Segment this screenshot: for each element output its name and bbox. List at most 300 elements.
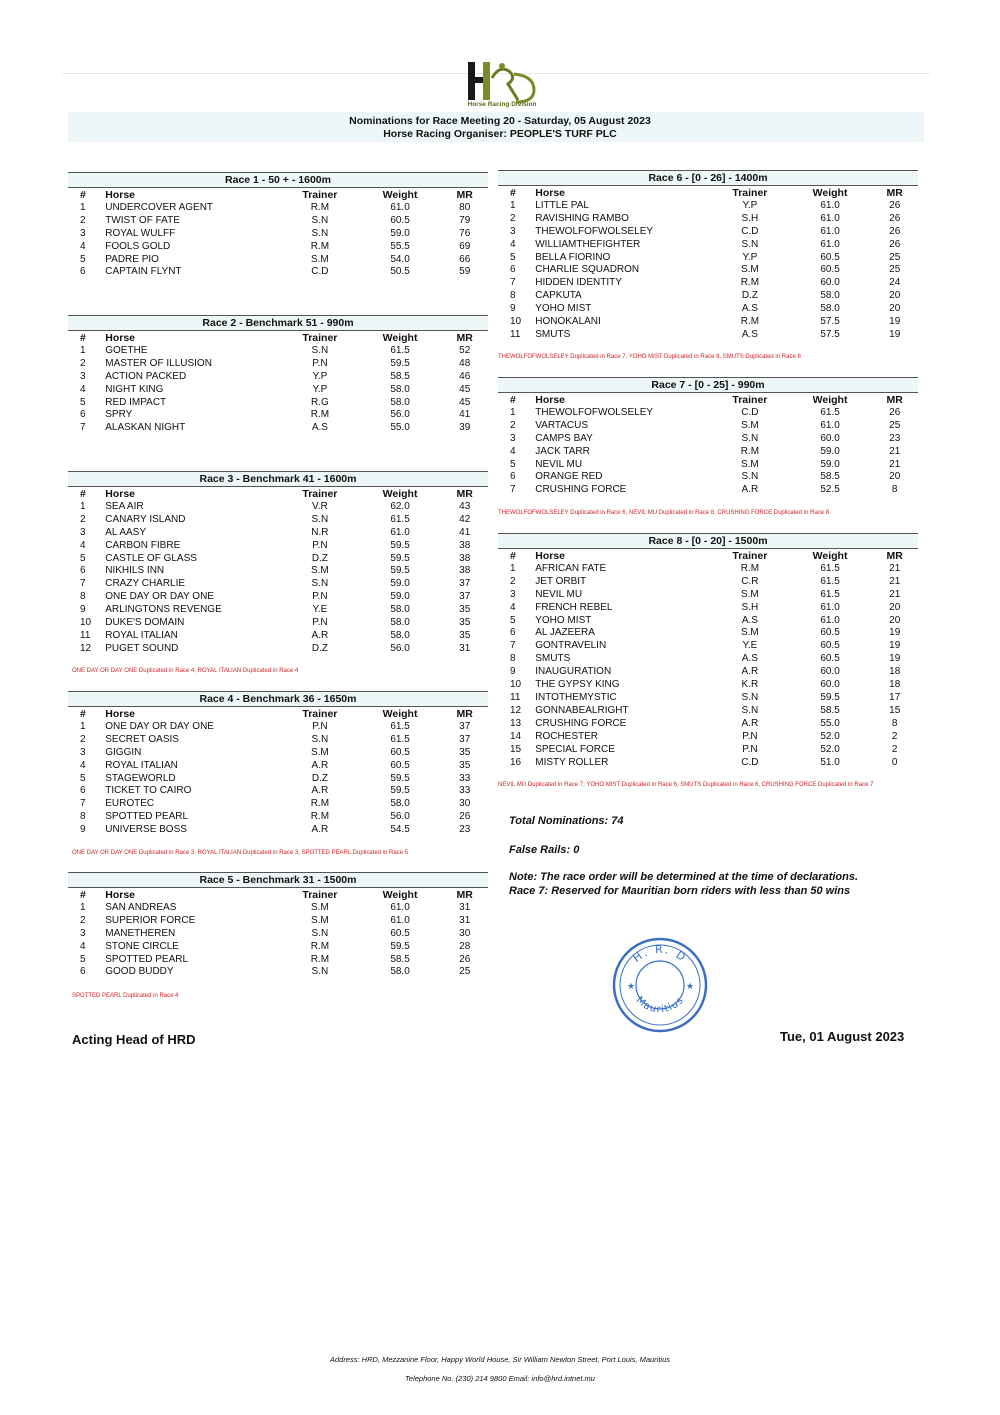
column-header-weight: Weight xyxy=(382,488,418,500)
table-row xyxy=(68,215,488,228)
cell-mr: 19 xyxy=(889,316,901,328)
cell-trainer: R.M xyxy=(310,953,330,965)
table-row xyxy=(68,760,488,773)
cell-mr: 48 xyxy=(459,357,471,369)
cell-trainer: S.M xyxy=(740,588,759,600)
cell-mr: 41 xyxy=(459,526,471,538)
cell-weight: 58.0 xyxy=(820,290,840,302)
cell-horse: RED IMPACT xyxy=(105,396,167,408)
cell-num: 3 xyxy=(80,227,86,239)
cell-num: 4 xyxy=(510,601,516,613)
cell-mr: 21 xyxy=(889,562,901,574)
cell-trainer: S.N xyxy=(741,691,759,703)
cell-trainer: A.R xyxy=(311,759,329,771)
cell-trainer: A.S xyxy=(741,614,758,626)
table-row xyxy=(498,471,918,484)
cell-weight: 59.5 xyxy=(390,357,410,369)
cell-weight: 59.5 xyxy=(820,691,840,703)
table-row xyxy=(68,241,488,254)
cell-weight: 60.5 xyxy=(820,264,840,276)
table-row xyxy=(68,501,488,514)
column-header-mr: MR xyxy=(886,550,903,562)
cell-mr: 35 xyxy=(459,617,471,629)
cell-num: 5 xyxy=(80,953,86,965)
table-row xyxy=(498,718,918,731)
cell-mr: 21 xyxy=(889,575,901,587)
cell-mr: 19 xyxy=(889,627,901,639)
cell-weight: 61.0 xyxy=(390,901,410,913)
cell-horse: GIGGIN xyxy=(105,746,142,758)
cell-num: 5 xyxy=(510,458,516,470)
column-header-weight: Weight xyxy=(382,189,418,201)
cell-num: 8 xyxy=(510,653,516,665)
cell-num: 6 xyxy=(510,264,516,276)
cell-horse: THEWOLFOFWOLSELEY xyxy=(535,225,654,237)
cell-weight: 58.0 xyxy=(390,383,410,395)
cell-num: 6 xyxy=(510,471,516,483)
table-row xyxy=(68,630,488,643)
cell-num: 9 xyxy=(80,604,86,616)
table-row xyxy=(498,615,918,628)
cell-num: 4 xyxy=(80,759,86,771)
cell-weight: 56.0 xyxy=(390,409,410,421)
cell-weight: 56.0 xyxy=(390,811,410,823)
cell-horse: GOETHE xyxy=(105,344,148,356)
cell-weight: 61.0 xyxy=(820,614,840,626)
false-rails: False Rails: 0 xyxy=(509,844,580,856)
cell-mr: 20 xyxy=(889,614,901,626)
cell-mr: 20 xyxy=(889,290,901,302)
cell-num: 5 xyxy=(80,772,86,784)
column-header-weight: Weight xyxy=(812,550,848,562)
issue-date: Tue, 01 August 2023 xyxy=(780,1029,905,1044)
cell-horse: BELLA FIORINO xyxy=(535,251,611,263)
cell-mr: 0 xyxy=(891,756,898,768)
table-row xyxy=(498,627,918,640)
cell-num: 4 xyxy=(510,238,516,250)
table-row xyxy=(498,459,918,472)
cell-mr: 59 xyxy=(459,266,471,278)
cell-mr: 18 xyxy=(889,679,901,691)
cell-mr: 35 xyxy=(459,604,471,616)
cell-mr: 26 xyxy=(889,238,901,250)
cell-horse: AFRICAN FATE xyxy=(535,562,607,574)
cell-mr: 2 xyxy=(891,743,898,755)
cell-num: 9 xyxy=(510,666,516,678)
cell-weight: 60.5 xyxy=(390,214,410,226)
cell-mr: 69 xyxy=(459,240,471,252)
cell-horse: YOHO MIST xyxy=(535,303,592,315)
cell-weight: 60.5 xyxy=(820,251,840,263)
cell-weight: 59.0 xyxy=(820,458,840,470)
cell-weight: 60.5 xyxy=(820,627,840,639)
footer-phone: Telephone No. (230) 214 9800 Email: info@hrd.intnet.mu xyxy=(405,1374,595,1383)
cell-weight: 59.5 xyxy=(390,565,410,577)
table-row xyxy=(68,811,488,824)
race-1-block xyxy=(68,173,488,279)
cell-num: 4 xyxy=(80,240,86,252)
nominations-table xyxy=(68,332,488,435)
cell-mr: 17 xyxy=(889,691,901,703)
cell-mr: 23 xyxy=(889,432,901,444)
hrd-stamp-seal xyxy=(610,935,710,1035)
column-header-trainer: Trainer xyxy=(732,550,768,562)
nominations-table xyxy=(498,187,918,342)
cell-mr: 19 xyxy=(889,328,901,340)
table-row xyxy=(68,371,488,384)
table-row xyxy=(498,420,918,433)
column-header-weight: Weight xyxy=(382,708,418,720)
cell-trainer: R.M xyxy=(740,445,760,457)
table-row xyxy=(68,824,488,837)
nominations-table xyxy=(68,708,488,837)
cell-mr: 21 xyxy=(889,458,901,470)
cell-weight: 61.5 xyxy=(390,733,410,745)
cell-horse: ROYAL ITALIAN xyxy=(105,759,178,771)
cell-horse: RAVISHING RAMBO xyxy=(535,212,629,224)
cell-trainer: A.R xyxy=(311,785,329,797)
note-race7: Race 7: Reserved for Mauritian born riders with less than 50 wins xyxy=(509,885,851,897)
cell-num: 3 xyxy=(80,370,86,382)
cell-mr: 21 xyxy=(889,588,901,600)
cell-trainer: R.M xyxy=(310,240,330,252)
table-header xyxy=(498,187,918,200)
cell-weight: 59.5 xyxy=(390,552,410,564)
table-row xyxy=(498,277,918,290)
cell-trainer: A.S xyxy=(741,328,758,340)
column-header-trainer: Trainer xyxy=(302,708,338,720)
cell-horse: GONTRAVELIN xyxy=(535,640,607,652)
table-row xyxy=(498,200,918,213)
cell-horse: CRUSHING FORCE xyxy=(535,717,627,729)
table-row xyxy=(68,228,488,241)
cell-weight: 58.0 xyxy=(390,966,410,978)
cell-mr: 37 xyxy=(459,591,471,603)
cell-mr: 38 xyxy=(459,539,471,551)
cell-horse: NEVIL MU xyxy=(535,458,583,470)
cell-weight: 61.5 xyxy=(390,513,410,525)
column-header-weight: Weight xyxy=(812,394,848,406)
cell-mr: 20 xyxy=(889,471,901,483)
cell-horse: ONE DAY OR DAY ONE xyxy=(105,720,214,732)
cell-horse: ALASKAN NIGHT xyxy=(105,422,186,434)
svg-text:★: ★ xyxy=(627,982,636,992)
cell-mr: 28 xyxy=(459,940,471,952)
table-row xyxy=(68,540,488,553)
cell-weight: 58.0 xyxy=(390,798,410,810)
cell-mr: 26 xyxy=(459,811,471,823)
table-row xyxy=(68,643,488,656)
cell-weight: 59.0 xyxy=(820,445,840,457)
table-row xyxy=(68,409,488,422)
cell-num: 11 xyxy=(510,328,521,340)
table-row xyxy=(498,744,918,757)
race-title: Race 8 - [0 - 20] - 1500m xyxy=(498,534,918,548)
race-6-block xyxy=(498,171,918,342)
cell-trainer: Y.E xyxy=(312,604,328,616)
cell-horse: CRAZY CHARLIE xyxy=(105,578,186,590)
nominations-table xyxy=(68,889,488,979)
column-header-trainer: Trainer xyxy=(302,332,338,344)
column-header-mr: MR xyxy=(456,889,473,901)
cell-trainer: S.M xyxy=(310,746,329,758)
cell-trainer: R.M xyxy=(310,409,330,421)
column-header-weight: Weight xyxy=(382,332,418,344)
column-header-horse: Horse xyxy=(535,550,565,562)
column-header-num: # xyxy=(80,708,86,720)
cell-trainer: S.M xyxy=(740,264,759,276)
cell-trainer: C.D xyxy=(741,225,759,237)
cell-trainer: S.N xyxy=(311,733,329,745)
table-row xyxy=(68,527,488,540)
cell-horse: SPOTTED PEARL xyxy=(105,811,189,823)
column-header-mr: MR xyxy=(886,187,903,199)
race5-duplicates-note: SPOTTED PEARL Duplicated in Race 4 xyxy=(72,993,179,999)
cell-mr: 8 xyxy=(891,717,898,729)
cell-num: 10 xyxy=(80,617,92,629)
cell-weight: 62.0 xyxy=(390,500,410,512)
column-header-num: # xyxy=(510,394,516,406)
cell-trainer: D.Z xyxy=(741,290,758,302)
cell-trainer: R.M xyxy=(310,940,330,952)
cell-weight: 61.0 xyxy=(390,914,410,926)
cell-mr: 46 xyxy=(459,370,471,382)
cell-weight: 58.5 xyxy=(390,953,410,965)
cell-weight: 58.0 xyxy=(390,396,410,408)
cell-trainer: Y.P xyxy=(742,199,758,211)
cell-horse: SECRET OASIS xyxy=(105,733,179,745)
cell-num: 2 xyxy=(80,733,86,745)
cell-mr: 31 xyxy=(459,914,471,926)
table-row xyxy=(68,617,488,630)
cell-trainer: A.S xyxy=(741,303,758,315)
table-header xyxy=(68,889,488,902)
cell-mr: 35 xyxy=(459,629,471,641)
cell-num: 10 xyxy=(510,316,522,328)
cell-trainer: S.M xyxy=(740,419,759,431)
table-row xyxy=(68,254,488,267)
cell-horse: MASTER OF ILLUSION xyxy=(105,357,212,369)
cell-num: 11 xyxy=(510,691,521,703)
cell-horse: CRUSHING FORCE xyxy=(535,484,627,496)
table-row xyxy=(68,604,488,617)
cell-horse: ROYAL WULFF xyxy=(105,227,176,239)
meeting-title: Nominations for Race Meeting 20 - Saturday, 05 August 2023 xyxy=(349,115,651,127)
nominations-table xyxy=(68,189,488,279)
cell-trainer: R.M xyxy=(740,316,760,328)
cell-weight: 57.5 xyxy=(820,328,840,340)
table-row xyxy=(68,358,488,371)
cell-trainer: N.R xyxy=(311,526,329,538)
cell-horse: EUROTEC xyxy=(105,798,155,810)
cell-trainer: S.H xyxy=(741,601,759,613)
cell-num: 1 xyxy=(80,344,86,356)
cell-weight: 60.0 xyxy=(820,679,840,691)
cell-num: 5 xyxy=(510,614,516,626)
cell-horse: CHARLIE SQUADRON xyxy=(535,264,640,276)
cell-weight: 50.5 xyxy=(390,266,410,278)
cell-horse: INTOTHEMYSTIC xyxy=(535,691,617,703)
cell-weight: 57.5 xyxy=(820,316,840,328)
cell-weight: 55.0 xyxy=(390,422,410,434)
table-row xyxy=(498,303,918,316)
cell-weight: 54.0 xyxy=(390,253,410,265)
cell-horse: SMUTS xyxy=(535,653,571,665)
column-header-trainer: Trainer xyxy=(302,889,338,901)
table-row xyxy=(498,692,918,705)
nominations-table xyxy=(498,394,918,497)
cell-num: 10 xyxy=(510,679,522,691)
table-row xyxy=(498,640,918,653)
table-header xyxy=(68,332,488,345)
cell-mr: 26 xyxy=(459,953,471,965)
cell-trainer: R.M xyxy=(310,798,330,810)
cell-horse: HONOKALANI xyxy=(535,316,601,328)
cell-num: 5 xyxy=(80,396,86,408)
cell-num: 3 xyxy=(80,746,86,758)
cell-num: 3 xyxy=(510,432,516,444)
cell-trainer: S.N xyxy=(741,432,759,444)
cell-mr: 31 xyxy=(459,901,471,913)
cell-weight: 59.5 xyxy=(390,772,410,784)
cell-mr: 45 xyxy=(459,383,471,395)
table-row xyxy=(68,266,488,279)
table-row xyxy=(498,433,918,446)
cell-mr: 19 xyxy=(889,640,901,652)
cell-num: 7 xyxy=(80,798,86,810)
race7-duplicates-note: THEWOLFOFWOLSELEY Duplicated in Race 6, NEVIL MU Duplicated in Race 8, CRUSHING FORCE Duplicated in Race 8 xyxy=(498,510,830,516)
race-title: Race 2 - Benchmark 51 - 990m xyxy=(68,316,488,330)
cell-num: 15 xyxy=(510,743,522,755)
column-header-num: # xyxy=(80,889,86,901)
cell-num: 8 xyxy=(80,591,86,603)
cell-horse: CAMPS BAY xyxy=(535,432,593,444)
cell-weight: 58.0 xyxy=(390,604,410,616)
cell-trainer: A.R xyxy=(311,824,329,836)
table-row xyxy=(68,747,488,760)
cell-weight: 61.0 xyxy=(390,201,410,213)
cell-num: 5 xyxy=(80,552,86,564)
table-row xyxy=(498,602,918,615)
cell-mr: 20 xyxy=(889,601,901,613)
cell-weight: 60.0 xyxy=(820,666,840,678)
cell-num: 9 xyxy=(80,824,86,836)
cell-mr: 21 xyxy=(889,445,901,457)
table-row xyxy=(498,731,918,744)
cell-horse: NIKHILS INN xyxy=(105,565,165,577)
total-nominations: Total Nominations: 74 xyxy=(509,815,624,827)
cell-num: 12 xyxy=(510,704,522,716)
cell-mr: 52 xyxy=(459,344,471,356)
cell-mr: 37 xyxy=(459,578,471,590)
cell-trainer: P.N xyxy=(742,730,758,742)
cell-horse: NEVIL MU xyxy=(535,588,583,600)
table-row xyxy=(498,666,918,679)
race-4-block xyxy=(68,692,488,837)
cell-mr: 30 xyxy=(459,927,471,939)
cell-horse: STAGEWORLD xyxy=(105,772,176,784)
cell-num: 1 xyxy=(510,199,516,211)
cell-mr: 30 xyxy=(459,798,471,810)
cell-trainer: S.N xyxy=(311,214,329,226)
cell-weight: 58.0 xyxy=(820,303,840,315)
cell-horse: ROYAL ITALIAN xyxy=(105,629,178,641)
cell-horse: THE GYPSY KING xyxy=(535,679,620,691)
cell-weight: 51.0 xyxy=(820,756,840,768)
table-row xyxy=(68,915,488,928)
cell-weight: 61.5 xyxy=(390,344,410,356)
cell-mr: 26 xyxy=(889,225,901,237)
table-row xyxy=(68,785,488,798)
cell-mr: 43 xyxy=(459,500,471,512)
race-7-block xyxy=(498,378,918,497)
race-title: Race 7 - [0 - 25] - 990m xyxy=(498,378,918,392)
cell-mr: 39 xyxy=(459,422,471,434)
cell-trainer: A.R xyxy=(741,484,759,496)
cell-mr: 41 xyxy=(459,409,471,421)
cell-trainer: S.H xyxy=(741,212,759,224)
cell-horse: HIDDEN IDENTITY xyxy=(535,277,622,289)
cell-num: 2 xyxy=(80,357,86,369)
cell-weight: 60.0 xyxy=(820,277,840,289)
cell-trainer: S.M xyxy=(310,901,329,913)
column-header-trainer: Trainer xyxy=(302,488,338,500)
cell-weight: 59.5 xyxy=(390,539,410,551)
cell-weight: 60.5 xyxy=(390,927,410,939)
column-header-weight: Weight xyxy=(382,889,418,901)
cell-trainer: A.S xyxy=(741,653,758,665)
cell-trainer: S.M xyxy=(310,253,329,265)
cell-mr: 25 xyxy=(459,966,471,978)
table-row xyxy=(498,446,918,459)
column-header-num: # xyxy=(80,488,86,500)
table-row xyxy=(498,679,918,692)
footer-address: Address: HRD, Mezzanine Floor, Happy World House, Sir William Newton Street, Port Louis, Mauritius xyxy=(329,1355,671,1364)
cell-weight: 58.5 xyxy=(820,704,840,716)
cell-trainer: P.N xyxy=(312,357,328,369)
cell-trainer: V.R xyxy=(312,500,328,512)
cell-weight: 61.0 xyxy=(820,225,840,237)
cell-trainer: R.M xyxy=(740,562,760,574)
cell-weight: 61.5 xyxy=(820,575,840,587)
column-header-horse: Horse xyxy=(105,332,135,344)
table-row xyxy=(498,484,918,497)
cell-mr: 15 xyxy=(889,704,901,716)
table-row xyxy=(68,384,488,397)
cell-trainer: D.Z xyxy=(311,642,328,654)
cell-mr: 26 xyxy=(889,199,901,211)
table-row xyxy=(498,226,918,239)
race6-duplicates-note: THEWOLFOFWOLSELEY Duplicated in Race 7, YOHO MIST Duplicated in Race 8, SMUTS Duplicated in Race 8 xyxy=(498,354,801,360)
cell-horse: ARLINGTONS REVENGE xyxy=(105,604,222,616)
cell-horse: THEWOLFOFWOLSELEY xyxy=(535,406,654,418)
table-row xyxy=(498,290,918,303)
table-row xyxy=(68,902,488,915)
cell-weight: 56.0 xyxy=(390,642,410,654)
cell-num: 2 xyxy=(510,212,516,224)
column-header-mr: MR xyxy=(456,332,473,344)
cell-horse: MANETHEREN xyxy=(105,927,176,939)
cell-mr: 35 xyxy=(459,759,471,771)
cell-horse: WILLIAMTHEFIGHTER xyxy=(535,238,641,250)
cell-weight: 55.0 xyxy=(820,717,840,729)
cell-horse: FRENCH REBEL xyxy=(535,601,613,613)
column-header-trainer: Trainer xyxy=(732,187,768,199)
table-row xyxy=(68,721,488,734)
column-header-horse: Horse xyxy=(105,889,135,901)
cell-num: 7 xyxy=(510,640,516,652)
cell-num: 11 xyxy=(80,629,91,641)
